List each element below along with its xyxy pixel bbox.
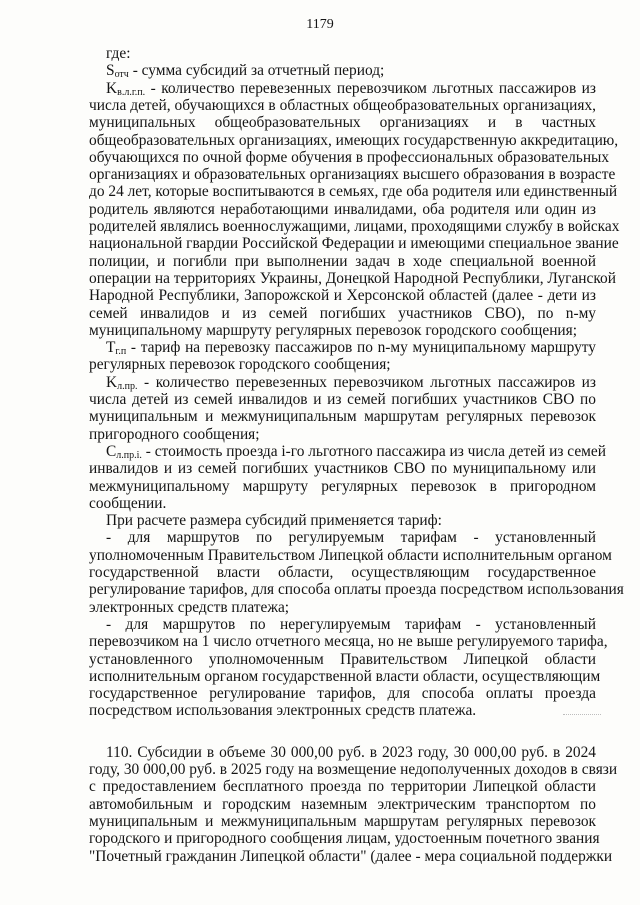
- text-line: родитель являются неработающими инвалидами, оба родителя или один из: [89, 200, 596, 218]
- text-line: исполнительным органом государственной власти области, осуществляющим: [89, 667, 601, 685]
- formula-variable-definition: $K_{в.л.г.п.}$ - количество перевезенных перевозчиком льготных пассажиров из: [106, 79, 596, 98]
- text-line: числа детей, обучающихся в областных общеобразовательных организациях,: [89, 96, 596, 114]
- text-line: посредством использования электронных средств платежа.: [89, 702, 477, 720]
- text-line: с предоставлением бесплатного проезда по территории Липецкой области: [89, 778, 596, 796]
- text-line: установленного уполномоченным Правительством Липецкой области: [89, 650, 596, 668]
- text-line: до 24 лет, которые воспитываются в семьях, где оба родителя или единственный: [89, 183, 618, 201]
- page-number: 1179: [306, 17, 334, 32]
- formula-variable-definition: $S_{отч}$ - сумма субсидий за отчетный период;: [106, 62, 385, 81]
- text-line: Народной Республики, Запорожской и Херсонской областей (далее - дети из: [89, 287, 596, 305]
- text-line: регулярных перевозок городского сообщения;: [89, 356, 391, 374]
- formula-variable-definition: $K_{л.пр.}$ - количество перевезенных перевозчиком льготных пассажиров из: [106, 373, 596, 392]
- text-line: "Почетный гражданин Липецкой области" (далее - мера социальной поддержки: [89, 847, 613, 865]
- text-line: организациях и образовательных организациях высшего образования в возрасте: [89, 166, 616, 184]
- list-item: - для маршрутов по нерегулируемым тарифам - установленный: [106, 615, 596, 633]
- text-line: полиции, и погибли при выполнении задач в ходе специальной военной: [89, 252, 596, 270]
- text-line: пригородного сообщения;: [89, 425, 260, 443]
- text-line: муниципальным и межмуниципальным маршрутам регулярных перевозок: [89, 812, 596, 830]
- section-paragraph-start: 110. Субсидии в объеме 30 000,00 руб. в 2023 году, 30 000,00 руб. в 2024: [106, 743, 596, 761]
- text-line: семей инвалидов и из семей погибших участников СВО), по n-му: [89, 304, 596, 322]
- text-line: году, 30 000,00 руб. в 2025 году на возмещение недополученных доходов в связи: [89, 761, 618, 778]
- text-line: где:: [106, 45, 131, 62]
- text-line: перевозчиком на 1 число отчетного месяца, но не выше регулируемого тарифа,: [89, 633, 608, 651]
- scan-artifact: [563, 714, 601, 718]
- text-line: числа детей из семей инвалидов и из семей погибших участников СВО по: [89, 391, 596, 408]
- list-item: - для маршрутов по регулируемым тарифам - установленный: [106, 529, 596, 547]
- text-line: сообщении.: [89, 494, 167, 512]
- text-line: обучающихся по очной форме обучения в профессиональных образовательных: [89, 148, 610, 166]
- text-line: городского и пригородного сообщения лицам, удостоенным почетного звания: [89, 830, 600, 848]
- text-line: инвалидов и из семей погибших участников СВО по муниципальному или: [89, 460, 596, 478]
- formula-variable-definition: $T_{г.п}$ - тариф на перевозку пассажиров по n-му муниципальному маршруту: [106, 339, 596, 358]
- text-line: национальной гвардии Российской Федерации и имеющими специальное звание: [89, 235, 619, 253]
- text-line: При расчете размера субсидий применяется тариф:: [106, 512, 442, 530]
- text-line: государственное регулирование тарифов, для способа оплаты проезда: [89, 685, 596, 703]
- text-line: уполномоченным Правительством Липецкой области исполнительным органом: [89, 546, 612, 564]
- text-line: электронных средств платежа;: [89, 598, 290, 616]
- text-line: родителей являлись военнослужащими, лицами, проходящими службу в войсках: [89, 218, 620, 235]
- text-line: государственной власти области, осуществляющим государственное: [89, 564, 596, 581]
- text-line: межмуниципальному маршруту регулярных перевозок в пригородном: [89, 477, 596, 495]
- text-line: муниципальным и межмуниципальным маршрутам регулярных перевозок: [89, 408, 596, 426]
- formula-variable-definition: $C_{л.пр.i.}$ - стоимость проезда i-го льготного пассажира из числа детей из семей: [106, 442, 606, 461]
- text-line: операции на территориях Украины, Донецкой Народной Республики, Луганской: [89, 269, 616, 287]
- text-line: муниципальному маршруту регулярных перевозок городского сообщения;: [89, 321, 578, 339]
- text-line: автомобильным и городским наземным электрическим транспортом по: [89, 795, 596, 813]
- text-line: общеобразовательных организациях, имеющих государственную аккредитацию,: [89, 131, 619, 149]
- text-line: муниципальных общеобразовательных организациях и в частных: [89, 114, 596, 132]
- text-line: регулирование тарифов, для способа оплаты проезда посредством использования: [89, 581, 624, 599]
